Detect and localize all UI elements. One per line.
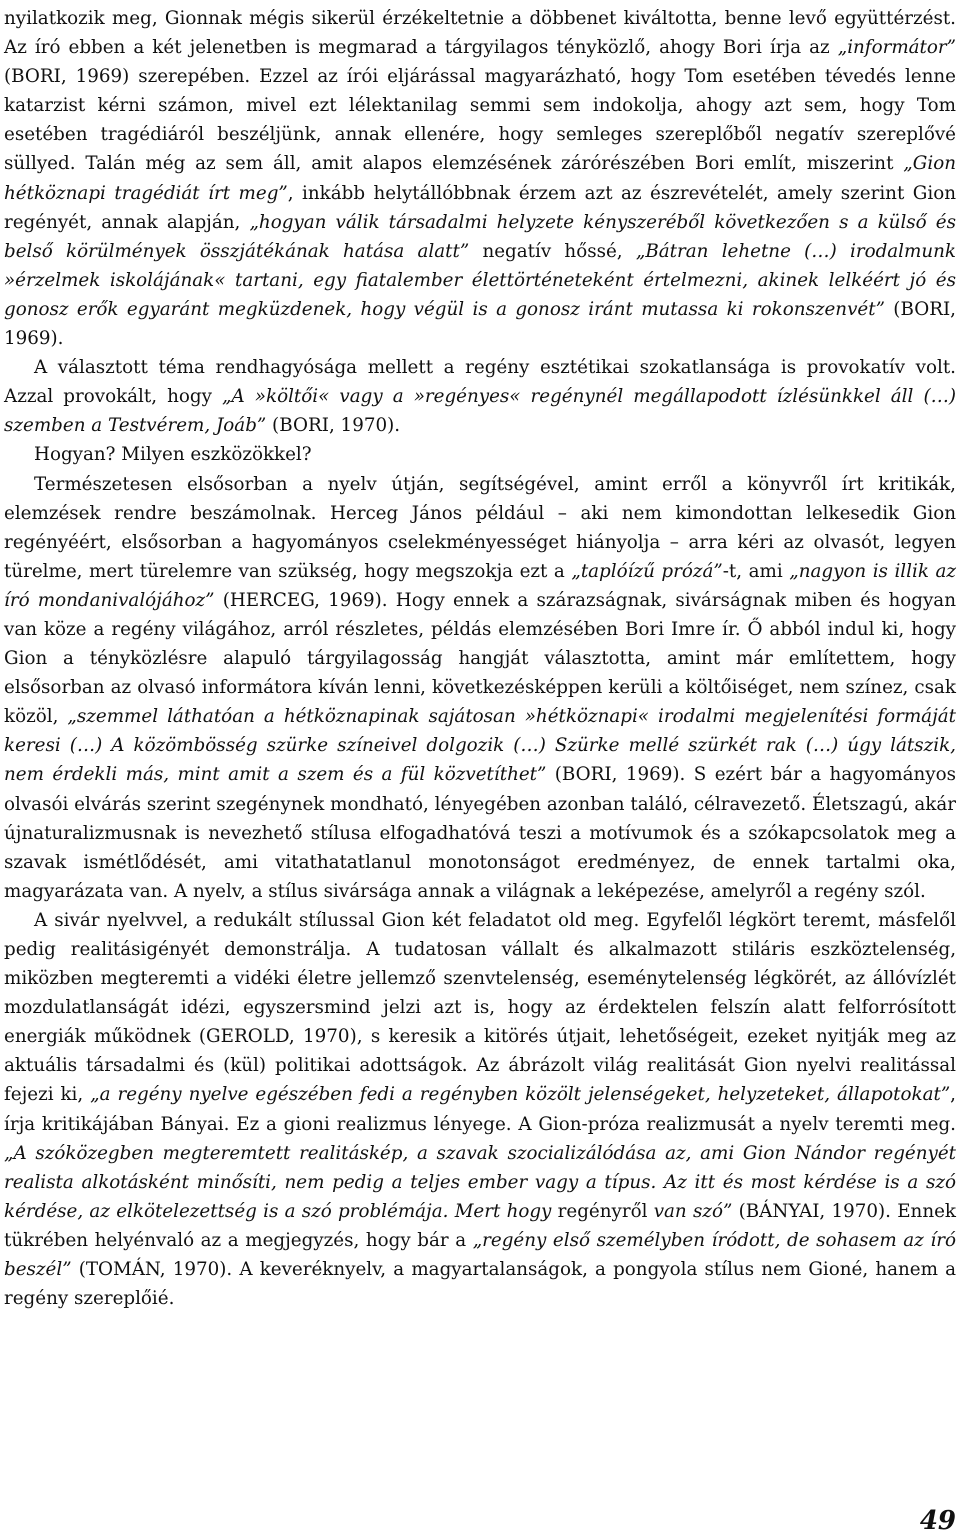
text-segment: negatív hőssé, bbox=[469, 240, 636, 262]
italic-quote-segment: „taplóízű prózá” bbox=[571, 560, 723, 582]
text-segment: (BÁNYAI, 1970). Ennek tükrében helyénvaló az a megjegyzés, hogy bár a bbox=[4, 1200, 957, 1251]
text-segment: , írja kritikájában Bányai. Ez a gioni realizmus lényege. A Gion-próza realizmusát a nyelv teremti meg. bbox=[4, 1084, 956, 1135]
italic-quote-segment: „informátor” bbox=[837, 37, 956, 59]
italic-quote-segment: „a regény nyelve egészében fedi a regényben közölt jelenségeket, helyzeteket, állapotokat” bbox=[90, 1084, 951, 1106]
text-segment: (HERCEG, 1969). Hogy ennek a szárazságnak, sivárságnak miben és hogyan van köze a regény világához, arról részletes, példás elemzésében Bori Imre ír. Ő abból indul ki, hogy Gion a tényközlésre alapuló tárgyilagosság hangját választotta, amint már említettem, hogy elsősorban az olvasó informátora kíván lenni, következésképpen kerüli a költőiséget, nem színez, csak közöl, bbox=[4, 589, 956, 728]
paragraph-2 bbox=[4, 353, 956, 440]
italic-quote-segment: „szemmel láthatóan a hétköznapinak sajátosan »hétköznapi« irodalmi megjelenítési formáját keresi (…) A közömbösség szürke színeivel dolgozik (…) Szürke mellé szürkét rak (…) úgy látszik, nem érdekli más, mint amit a szem és a fül közvetíthet” bbox=[4, 706, 956, 786]
italic-quote-segment: „A »költői« vagy a »regényes« regénynél megállapodott ízlésünkkel áll (…) szemben a Testvérem, Joáb” bbox=[4, 386, 956, 437]
text-segment: (BORI, 1970). bbox=[266, 415, 401, 437]
paragraph-5 bbox=[4, 906, 956, 1313]
italic-quote-segment: „hogyan válik társadalmi helyzete kényszeréből következően s a külső és belső körülmények összjátékának hatása alatt” bbox=[4, 211, 956, 262]
paragraph-3 bbox=[4, 440, 956, 469]
italic-quote-segment: „nagyon is illik az író mondanivalójához” bbox=[4, 560, 956, 611]
text-segment: (BORI, 1969) szerepében. Ezzel az írói eljárással magyarázható, hogy Tom esetében tévedés lenne katarzist kérni számon, mivel ezt lélektanilag semmi sem indokolja, ahogy azt sem, hogy Tom esetében tragédiáról beszéljünk, annak ellenére, hogy semleges szereplőből negatív szereplővé süllyed. Talán még az sem áll, amit alapos elemzésének zárórészében Bori említ, miszerint bbox=[4, 66, 956, 175]
text-segment: A választott téma rendhagyósága mellett a regény esztétikai szokatlansága is provokatív volt. Azzal provokált, hogy bbox=[4, 357, 956, 408]
text-segment: regényről bbox=[557, 1200, 648, 1222]
text-segment: Hogyan? Milyen eszközökkel? bbox=[34, 444, 312, 466]
text-segment: -t, ami bbox=[722, 560, 790, 582]
italic-quote-segment: „Bátran lehetne (…) irodalmunk »érzelmek iskolájának« tartani, egy fiatalember élettörténeteként értelmezni, akinek lelkéért jó és gonosz erők egyaránt megküzdenek, hogy végül is a gonosz iránt mutassa ki rokonszenvét” bbox=[4, 240, 956, 320]
italic-quote-segment: „regény első személyben íródott, de sohasem az író beszél” bbox=[4, 1229, 956, 1281]
italic-quote-segment: van szó” bbox=[647, 1200, 733, 1222]
paragraph-1 bbox=[4, 4, 956, 353]
text-segment: A sivár nyelvvel, a redukált stílussal Gion két feladatot old meg. Egyfelől légkört teremt, másfelől pedig realitásigényét demonstrálja. A tudatosan vállalt és alkalmazott stiláris eszköztelenség, miközben megteremti a vidéki életre jellemző szenvtelenség, eseménytelenség légkörét, az állóvízlét mozdulatlanságát idézi, egyszersmind jelzi azt is, hogy az érdektelen felszín alatt felforrósított energiák működnek (GEROLD, 1970), s keresik a kitörés útjait, lehetőségeit, ezeket nyitják meg az aktuális társadalmi és (kül) politikai adottságok. Az ábrázolt világ realitását Gion nyelvi realitással fejezi ki, bbox=[4, 909, 956, 1106]
page-body bbox=[4, 4, 956, 1313]
text-segment: (BORI, 1969). S ezért bár a hagyományos olvasói elvárás szerint szegénynek mondható, lényegében azonban találó, célravezető. Életszagú, akár újnaturalizmusnak is nevezhető stílusa elfogadhatóvá teszi a motívumok és a szókapcsolatok meg a szavak ismétlődését, ami vitathatatlanul monotonságot eredményez, de ennek tartalmi oka, magyarázata van. A nyelv, a stílus sivársága annak a világnak a leképezése, amelyről a regény szól. bbox=[4, 764, 956, 902]
italic-quote-segment: „Gion hétköznapi tragédiát írt meg” bbox=[4, 153, 956, 204]
italic-quote-segment: „A szóközegben megteremtett realitáskép, a szavak szocializálódása az, ami Gion Nándor regényét realista alkotásként minősíti, nem pedig a teljes ember vagy a típus. Az itt és most kérdése is a szó kérdése, az elkötelezettség is a szó problémája. Mert hogy bbox=[4, 1142, 956, 1222]
text-segment: , inkább helytállóbbnak érzem azt az észrevételét, amely szerint Gion regényét, annak alapján, bbox=[4, 182, 956, 233]
page-number: 49 bbox=[919, 1506, 956, 1536]
text-segment: (BORI, 1969). bbox=[4, 298, 956, 350]
text-segment: nyilatkozik meg, Gionnak mégis sikerül érzékeltetnie a döbbenet kiváltotta, benne levő együttérzést. Az író ebben a két jelenetben is megmarad a tárgyilagos tényközlő, ahogy Bori írja az bbox=[4, 8, 956, 59]
text-segment: Természetesen elsősorban a nyelv útján, segítségével, amint erről a könyvről írt kritikák, elemzések rendre beszámolnak. Herceg János például – aki nem kimondottan lelkesedik Gion regényéért, elsősorban a hagyományos cselekményességet hiányolja – arra kéri az olvasót, legyen türelme, mert türelemre van szükség, hogy megszokja ezt a bbox=[4, 473, 956, 582]
paragraph-4 bbox=[4, 470, 956, 906]
text-segment: (TOMÁN, 1970). A keveréknyelv, a magyartalanságok, a pongyola stílus nem Gioné, hanem a regény szereplőié. bbox=[4, 1259, 956, 1310]
